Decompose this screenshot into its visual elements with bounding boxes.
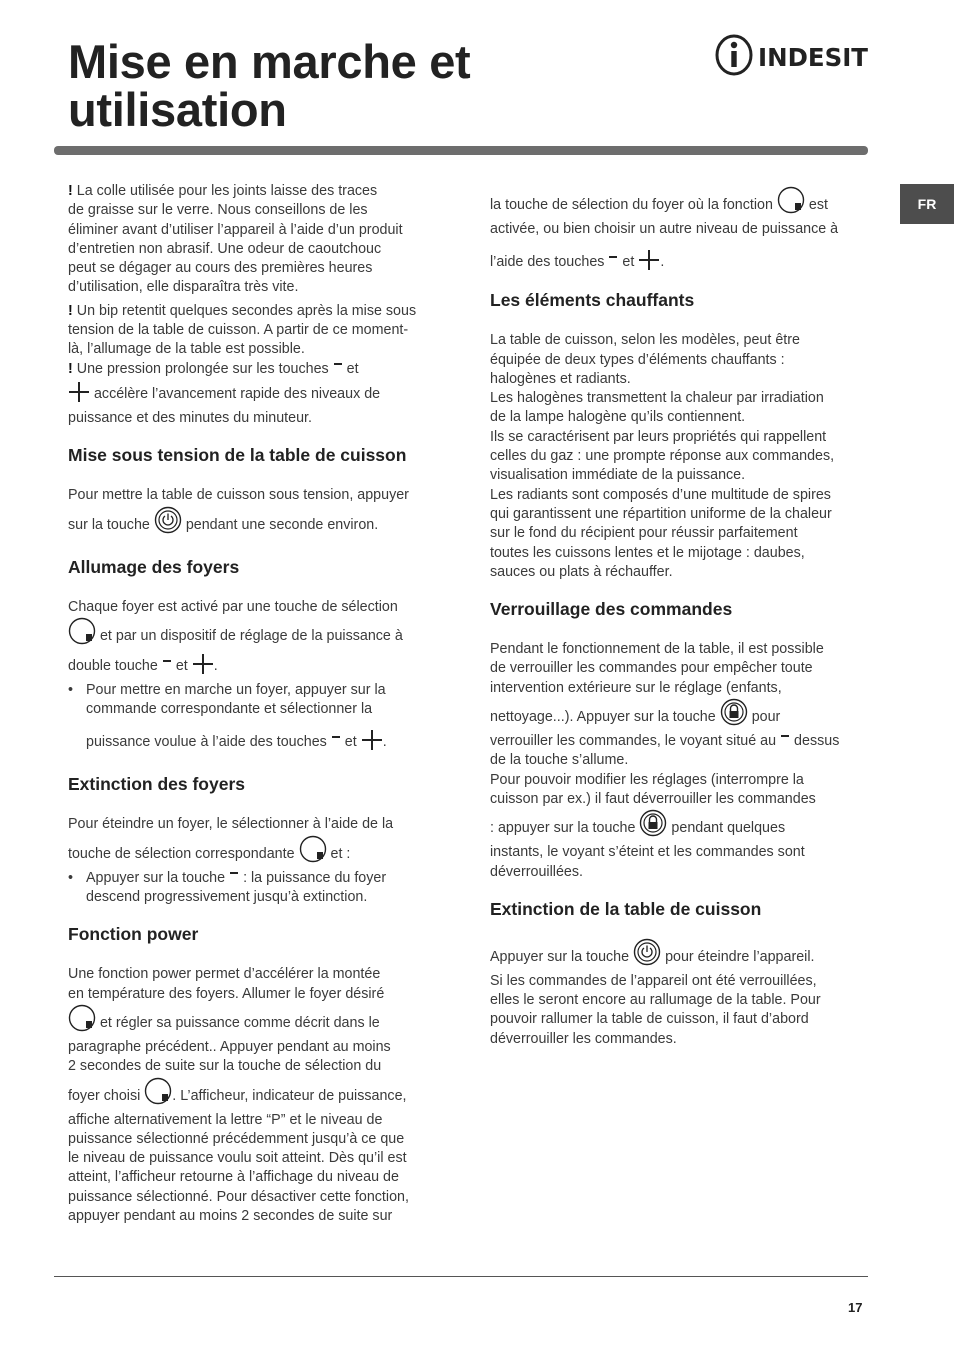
heading-heating-elements: Les éléments chauffants (490, 290, 695, 311)
zone-selector-icon (68, 617, 96, 645)
heading-power-function: Fonction power (68, 924, 199, 945)
left-column: ! La colle utilisée pour les joints laisse des traces de graisse sur le verre. Nous conseillons de les éliminer avant d’utiliser l’appareil à l’aide d’un produit d’entretien non abrasif. Une odeur de caoutchouc peut se dégager au cours des premières heures d’utilisation, elle disparaîtra très vite. ! Un bip retentit quelques secondes après la mise sous tension de la table de cuisson. A partir de ce moment- là, l’allumage de la table est possible. ! Une pression prolongée sur les touches et accélère l’avancement rapide des niveaux de puissance et des minutes du minuteur. Mise sous tension de la table de cuisson Pour mettre la table de cuisson sous tension, appuyer sur la touche pendant une seconde environ. Allumage des foyers Chaque foyer est activé par une touche de sélection et par un dispositif de réglage de la puissance à double touche et . • Pour mettre en marche un foyer, appuyer sur la commande correspondante et sélectionner la puissance voulue à l’aide des touches et . Extinction des foyers Pour éteindre un foyer, le sélectionner à l’aide de la touche de sélection correspondante et : • Appuyer sur la touche : la puissance du foyer descend progressivement jusqu’à extinction. Fonction power Une fonction power permet d’accélérer la montée en température des foyers. Allumer le foyer désiré et régler sa puissance comme décrit dans le paragraphe précédent.. Appuyer pendant au moins 2 secondes de suite sur la touche de sélection du foyer choisi . L’afficheur, indicateur de puissance, affiche alternativement la lettre “P” et le niveau de puissance sélectionné précédemment jusqu’à ce que le niveau de puissance voulu soit atteint. Dès qu’il est atteint, l’afficheur retourne à l’affichage du niveau de puissance sélectionné. Pour désactiver cette fonction, appuyer pendant au moins 2 secondes de suite sur (68, 182, 450, 1226)
language-tab: FR (900, 184, 954, 224)
minus-icon (780, 732, 790, 750)
indesit-logo (714, 33, 870, 77)
page-number: 17 (848, 1300, 863, 1315)
note-glue: ! La colle utilisée pour les joints laisse des traces de graisse sur le verre. Nous conseillons de les éliminer avant d’utiliser l’appareil à l’aide d’un produit d’entretien non abrasif. Une odeur de caoutchouc peut se dégager au cours des premières heures d’utilisation, elle disparaîtra très vite. (68, 183, 403, 296)
lock-icon (639, 809, 667, 837)
list-item: • Pour mettre en marche un foyer, appuyer sur la commande correspondante et sélectionner la puissance voulue à l’aide des touches et . (68, 681, 450, 758)
list-item: • Appuyer sur la touche : la puissance du foyer descend progressivement jusqu’à extinction. (68, 869, 450, 908)
plus-icon (361, 729, 383, 751)
heading-zones-off: Extinction des foyers (68, 774, 245, 795)
plus-icon (68, 381, 90, 403)
header-rule (54, 146, 868, 155)
right-column: la touche de sélection du foyer où la fonction est activée, ou bien choisir un autre niveau de puissance à l’aide des touches et . Les éléments chauffants La table de cuisson, selon les modèles, peut être équipée de deux types d’éléments chauffants : halogènes et radiants. Les halogènes transmettent la chaleur par irradiation de la lampe halogène qu’ils contiennent. Ils se caractérisent par leurs propriétés qui rappellent celles du gaz : une prompte réponse aux commandes, visualisation immédiate de la puissance. Les radiants sont composés d’une multitude de spires qui garantissent une répartition uniforme de la chaleur sur le fond du récipient pour réussir parfaitement toutes les cuissons lentes et le mijotage : daubes, sauces ou plats à réchauffer. Verrouillage des commandes Pendant le fonctionnement de la table, il est possible de verrouiller les commandes pour empêcher toute intervention extérieure sur le réglage (enfants, nettoyage...). Appuyer sur la touche pour verrouiller les commandes, le voyant situé au dessus de la touche s’allume. Pour pouvoir modifier les réglages (interrompre la cuisson par ex.) il faut déverrouiller les commandes : appuyer sur la touche pendant quelques instants, le voyant s’éteint et les commandes sont déverrouillées. Extinction de la table de cuisson Appuyer sur la touche pour éteindre l’appareil. Si les commandes de l’appareil ont été verrouillées, elles le seront encore au rallumage de la table. Pour pouvoir rallumer la table de cuisson, il faut d’abord déverrouiller les commandes. (490, 182, 872, 1049)
plus-icon (638, 249, 660, 271)
minus-icon (229, 869, 239, 887)
page-title (68, 35, 471, 136)
minus-icon (608, 253, 618, 271)
zone-selector-icon (777, 186, 805, 214)
lock-icon (720, 698, 748, 726)
power-button-icon (633, 938, 661, 966)
zone-selector-icon (299, 835, 327, 863)
brand-name: INDESIT (758, 43, 868, 72)
heading-control-lock: Verrouillage des commandes (490, 599, 733, 620)
footer-rule (54, 1276, 868, 1277)
minus-icon (162, 657, 172, 675)
heading-hob-off: Extinction de la table de cuisson (490, 898, 762, 919)
heading-zones-on: Allumage des foyers (68, 556, 240, 577)
title-line-1: Mise en marche et (68, 35, 471, 88)
minus-icon (333, 360, 343, 378)
zone-selector-icon (144, 1077, 172, 1105)
plus-icon (192, 653, 214, 675)
note-long-press: ! Une pression prolongée sur les touches et (68, 360, 359, 377)
heading-power-on: Mise sous tension de la table de cuisson (68, 445, 407, 466)
minus-icon (331, 733, 341, 751)
zone-selector-icon (68, 1004, 96, 1032)
power-button-icon (154, 506, 182, 534)
title-line-2: utilisation (68, 83, 287, 136)
note-beep: ! Un bip retentit quelques secondes après la mise sous tension de la table de cuisson. A partir de ce moment- là, l’allumage de la table est possible. (68, 302, 417, 358)
